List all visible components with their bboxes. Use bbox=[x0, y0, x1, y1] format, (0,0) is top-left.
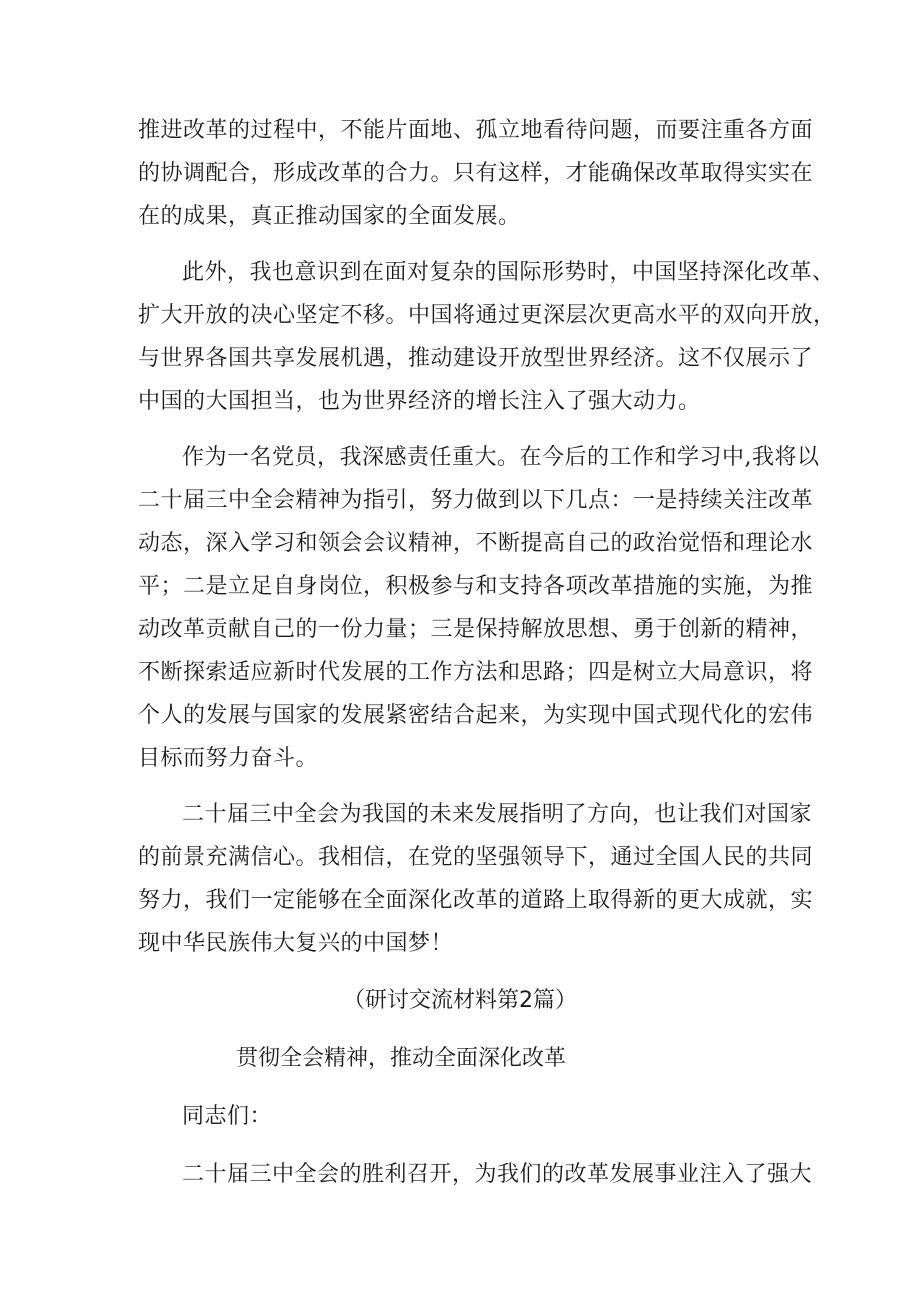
paragraph-2-line-2: 扩大开放的决心坚定不移。中国将通过更深层次更高水平的双向开放， bbox=[138, 303, 836, 328]
paragraph-4-line-2: 的前景充满信心。我相信，在党的坚强领导下，通过全国人民的共同 bbox=[138, 845, 814, 870]
paragraph-4-line-3: 努力，我们一定能够在全面深化改革的道路上取得新的更大成就，实 bbox=[138, 888, 814, 913]
paragraph-3-line-7: 个人的发展与国家的发展紧密结合起来，为实现中国式现代化的宏伟 bbox=[138, 703, 814, 728]
paragraph-4-line-1: 二十届三中全会为我国的未来发展指明了方向，也让我们对国家 bbox=[182, 802, 813, 827]
paragraph-3-line-1: 作为一名党员，我深感责任重大。在今后的工作和学习中,我将以 bbox=[182, 445, 820, 470]
article-title: 贯彻全会精神，推动全面深化改革 bbox=[236, 1046, 567, 1071]
paragraph-1-line-2: 的协调配合，形成改革的合力。只有这样，才能确保改革取得实实在 bbox=[138, 161, 814, 186]
paragraph-3-line-4: 平；二是立足自身岗位，积极参与和支持各项改革措施的实施，为推 bbox=[138, 574, 814, 599]
paragraph-2-line-3: 与世界各国共享发展机遇，推动建设开放型世界经济。这不仅展示了 bbox=[138, 346, 814, 371]
paragraph-1-line-3: 在的成果，真正推动国家的全面发展。 bbox=[138, 204, 521, 229]
paragraph-1-line-1: 推进改革的过程中，不能片面地、孤立地看待问题，而要注重各方面 bbox=[138, 118, 814, 143]
section-heading: （研讨交流材料第2篇） bbox=[343, 988, 577, 1013]
paragraph-4-line-4: 现中华民族伟大复兴的中国梦！ bbox=[138, 931, 454, 956]
opening-line: 二十届三中全会的胜利召开，为我们的改革发展事业注入了强大 bbox=[182, 1162, 813, 1187]
paragraph-3-line-6: 不断探索适应新时代发展的工作方法和思路；四是树立大局意识，将 bbox=[138, 660, 814, 685]
paragraph-3-line-5: 动改革贡献自己的一份力量；三是保持解放思想、勇于创新的精神， bbox=[138, 617, 814, 642]
paragraph-3-line-8: 目标而努力奋斗。 bbox=[138, 746, 319, 771]
paragraph-2-line-4: 中国的大国担当，也为世界经济的增长注入了强大动力。 bbox=[138, 389, 701, 414]
paragraph-2-line-1: 此外，我也意识到在面对复杂的国际形势时，中国坚持深化改革、 bbox=[182, 260, 835, 285]
greeting: 同志们： bbox=[182, 1104, 273, 1129]
paragraph-3-line-3: 动态，深入学习和领会会议精神，不断提高自己的政治觉悟和理论水 bbox=[138, 531, 814, 556]
paragraph-3-line-2: 二十届三中全会精神为指引，努力做到以下几点：一是持续关注改革 bbox=[138, 488, 814, 513]
